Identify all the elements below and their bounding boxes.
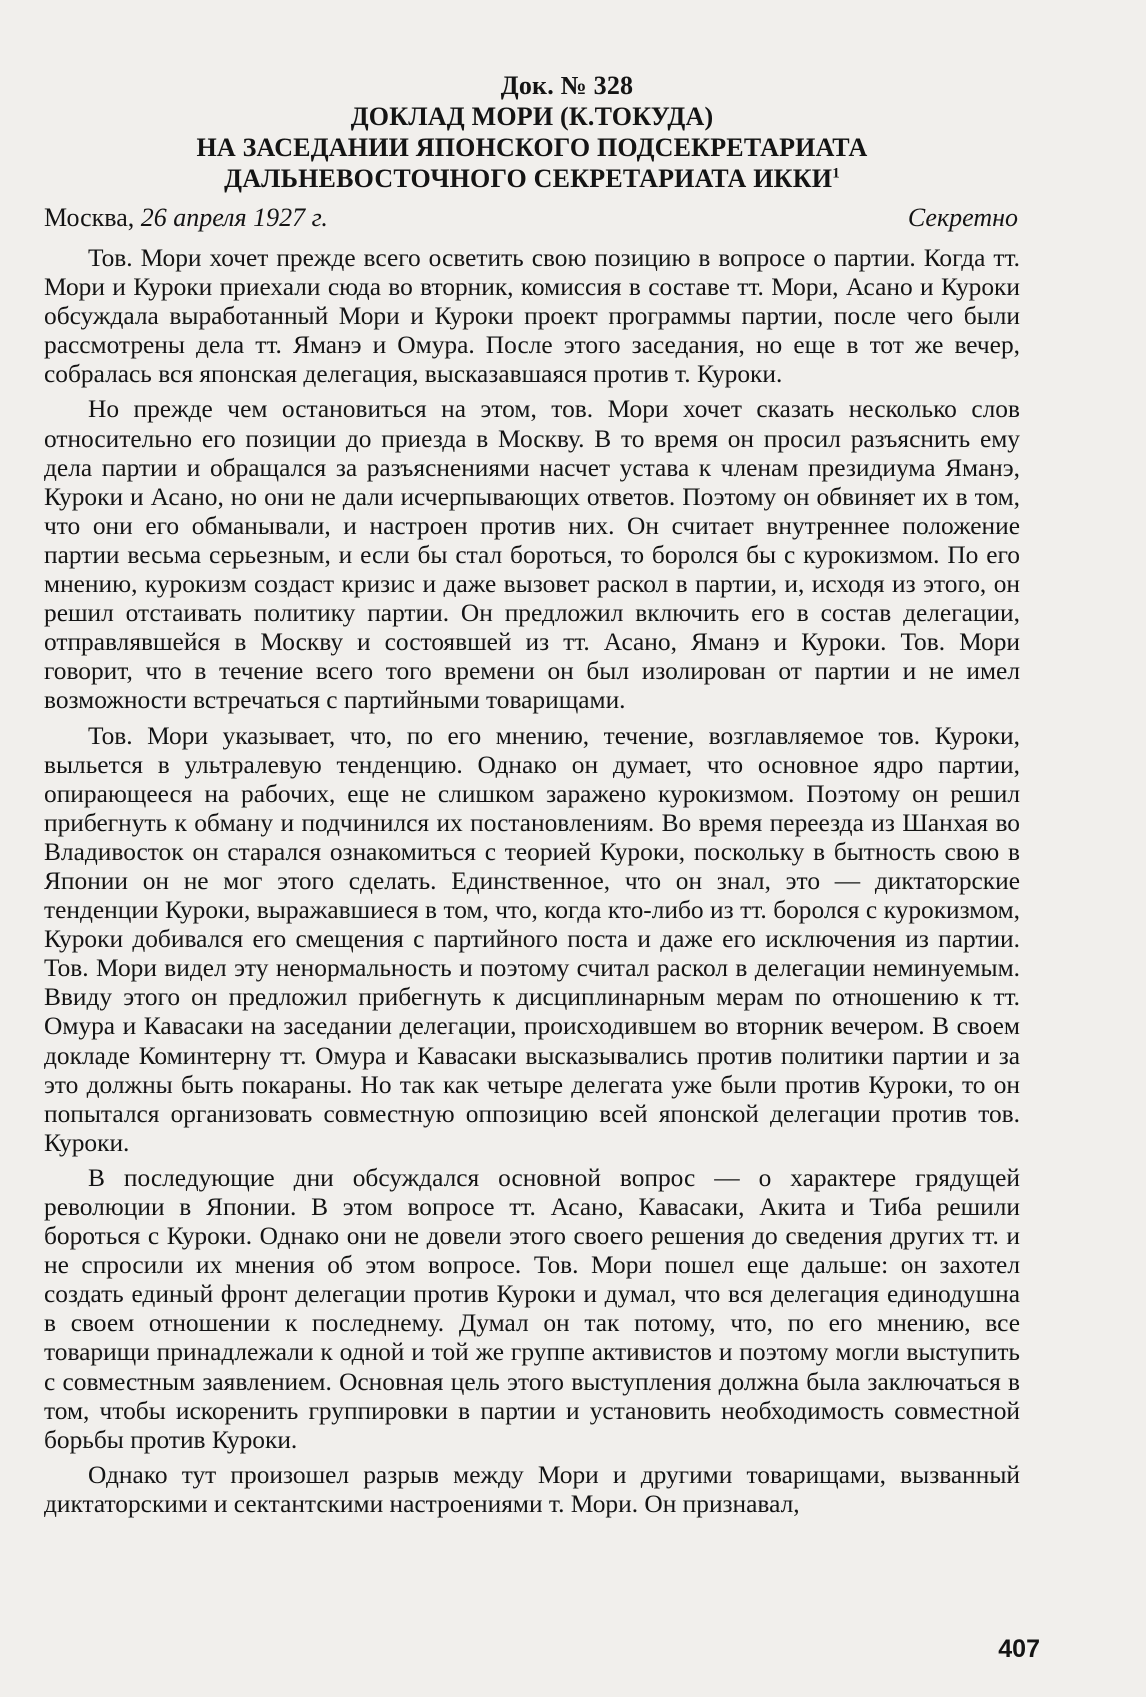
page-number: 407 xyxy=(998,1635,1040,1663)
document-meta xyxy=(44,202,1020,234)
document-body xyxy=(44,244,1020,1519)
document-header xyxy=(44,70,1020,194)
paragraph-2: Но прежде чем остановиться на этом, тов. Мори хочет сказать несколько слов относительно его позиции до приезда в Москву. В то время он просил разъяснить ему дела партии и обращался за разъяснениями насчет устава к членам президиума Яманэ, Куроки и Асано, но они не дали исчерпывающих ответов. Поэтому он обвиняет их в том, что они его обманывали, и настроен против них. Он считает внутреннее положение партии весьма серьезным, и если бы стал бороться, то боролся бы с курокизмом. По его мнению, курокизм создаст кризис и даже вызовет раскол в партии, и, исходя из этого, он решил отстаивать политику партии. Он предложил включить его в состав делегации, отправлявшейся в Москву и состоявшей из тт. Асано, Яманэ и Куроки. Тов. Мори говорит, что в течение всего того времени он был изолирован от партии и не имел возможности встречаться с партийными товарищами. xyxy=(44,395,1020,715)
date: 26 апреля 1927 г. xyxy=(140,203,328,232)
paragraph-1: Тов. Мори хочет прежде всего осветить свою позицию в вопросе о партии. Когда тт. Мори и Куроки приехали сюда во вторник, комиссия в составе тт. Мори, Асано и Куроки обсуждала выработанный Мори и Куроки проект программы партии, после чего были рассмотрены дела тт. Яманэ и Омура. После этого заседания, но еще в тот же вечер, собралась вся японская делегация, высказавшаяся против т. Куроки. xyxy=(44,244,1020,389)
document-number: Док. № 328 xyxy=(500,71,634,100)
paragraph-5: Однако тут произошел разрыв между Мори и другими товарищами, вызванный диктаторскими и сектантскими настроениями т. Мори. Он признавал, xyxy=(44,1460,1020,1518)
title-line-1: ДОКЛАД МОРИ (К.ТОКУДА) xyxy=(350,102,714,131)
title-line-3 xyxy=(44,163,1020,194)
title-line-3-text: ДАЛЬНЕВОСТОЧНОГО СЕКРЕТАРИАТА ИККИ xyxy=(224,164,833,193)
footnote-mark: 1 xyxy=(832,165,840,182)
page-content xyxy=(44,70,1020,1525)
classification-label: Секретно xyxy=(907,203,1018,232)
place-and-date xyxy=(44,202,328,234)
city: Москва, xyxy=(44,203,135,232)
paragraph-4: В последующие дни обсуждался основной вопрос — о характере грядущей революции в Японии. В этом вопросе тт. Асано, Кавасаки, Акита и Тиба решили бороться с Куроки. Однако они не довели этого своего решения до сведения других тт. и не спросили их мнения об этом вопросе. Тов. Мори пошел еще дальше: он захотел создать единый фронт делегации против Куроки и думал, что вся делегация единодушна в своем отношении к последнему. Думал он так потому, что, по его мнению, все товарищи принадлежали к одной и той же группе активистов и поэтому могли выступить с совместным заявлением. Основная цель этого выступления должна была заключаться в том, чтобы искоренить группировки в партии и установить необходимость совместной борьбы против Куроки. xyxy=(44,1163,1020,1454)
paragraph-3: Тов. Мори указывает, что, по его мнению, течение, возглавляемое тов. Куроки, выльется в ультралевую тенденцию. Однако он думает, что основное ядро партии, опирающееся на рабочих, еще не слишком заражено курокизмом. Поэтому он решил прибегнуть к обману и подчинился их постановлениям. Во время переезда из Шанхая во Владивосток он старался ознакомиться с теорией Куроки, поскольку в бытность свою в Японии он не мог этого сделать. Единственное, что он знал, это — диктаторские тенденции Куроки, выражавшиеся в том, что, когда кто-либо из тт. боролся с курокизмом, Куроки добивался его смещения с партийного поста и даже его исключения из партии. Тов. Мори видел эту ненормальность и поэтому считал раскол в делегации неминуемым. Ввиду этого он предложил прибегнуть к дисциплинарным мерам по отношению к тт. Омура и Кавасаки на заседании делегации, происходившем во вторник вечером. В своем докладе Коминтерну тт. Омура и Кавасаки высказывались против политики партии и за это должны быть покараны. Но так как четыре делегата уже были против Куроки, то он попытался организовать совместную оппозицию всей японской делегации против тов. Куроки. xyxy=(44,721,1020,1157)
title-line-2: НА ЗАСЕДАНИИ ЯПОНСКОГО ПОДСЕКРЕТАРИАТА xyxy=(196,133,868,162)
